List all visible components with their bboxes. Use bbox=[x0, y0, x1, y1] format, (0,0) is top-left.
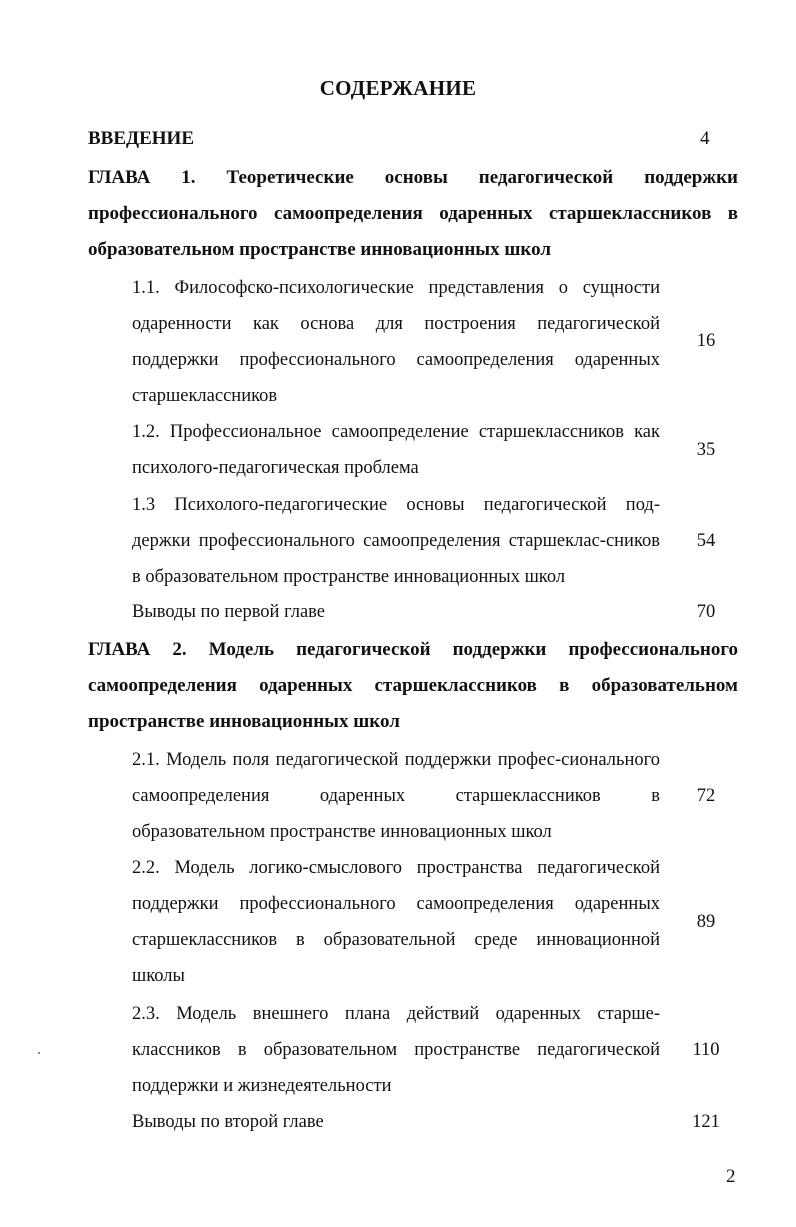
chapter-2-heading bbox=[88, 632, 738, 740]
intro-label: ВВЕДЕНИЕ bbox=[88, 128, 194, 149]
toc-page-1-1: 16 bbox=[696, 331, 716, 351]
toc-entry-1-2: 1.2. Профессиональное самоопределение старшеклассников как психолого-педагогическая проблема bbox=[132, 422, 660, 478]
toc-page-2-1: 72 bbox=[696, 786, 716, 806]
toc-entry-1-1: 1.1. Философско-психологические представления о сущности одаренности как основа для построения педагогической поддержки профессионального самоопределения одаренных старшеклассников bbox=[132, 278, 660, 406]
toc-page-2-summary: 121 bbox=[692, 1112, 720, 1132]
toc-entry-2-3: 2.3. Модель внешнего плана действий одаренных старше-классников в образовательном пространстве педагогической поддержки и жизнедеятельности bbox=[132, 1004, 660, 1096]
toc-page-1-2: 35 bbox=[696, 440, 716, 460]
toc-page-2-3: 110 bbox=[692, 1040, 720, 1060]
toc-entry-1-3: 1.3 Психолого-педагогические основы педагогической под-держки профессионального самоопределения старшеклас-сников в образовательном пространстве инновационных школ bbox=[132, 495, 660, 587]
intro-page-number: 4 bbox=[700, 128, 710, 149]
chapter-1-heading bbox=[88, 160, 738, 268]
page-number: 2 bbox=[726, 1166, 736, 1187]
toc-page-1-3: 54 bbox=[696, 531, 716, 551]
toc-entry-2-summary: Выводы по второй главе bbox=[132, 1112, 324, 1132]
contents-title: СОДЕРЖАНИЕ bbox=[319, 76, 477, 100]
toc-page-2-2: 89 bbox=[696, 912, 716, 932]
chapter-1-title: ГЛАВА 1. Теоретические основы педагогической поддержки профессионального самоопределения одаренных старшеклассников в образовательном пространстве инновационных школ bbox=[88, 167, 738, 260]
scan-speck bbox=[38, 1052, 40, 1054]
toc-entry-2-1: 2.1. Модель поля педагогической поддержки профес-сионального самоопределения одаренных старшеклассников в образовательном пространстве инновационных школ bbox=[132, 750, 660, 842]
chapter-2-title: ГЛАВА 2. Модель педагогической поддержки профессионального самоопределения одаренных старшеклассников в образовательном пространстве инновационных школ bbox=[88, 639, 738, 732]
toc-entry-1-summary: Выводы по первой главе bbox=[132, 602, 326, 622]
toc-page-1-summary: 70 bbox=[696, 602, 716, 622]
toc-entry-2-2: 2.2. Модель логико-смыслового пространства педагогической поддержки профессионального самоопределения одаренных старшеклассников в образовательной среде инновационной школы bbox=[132, 858, 660, 986]
